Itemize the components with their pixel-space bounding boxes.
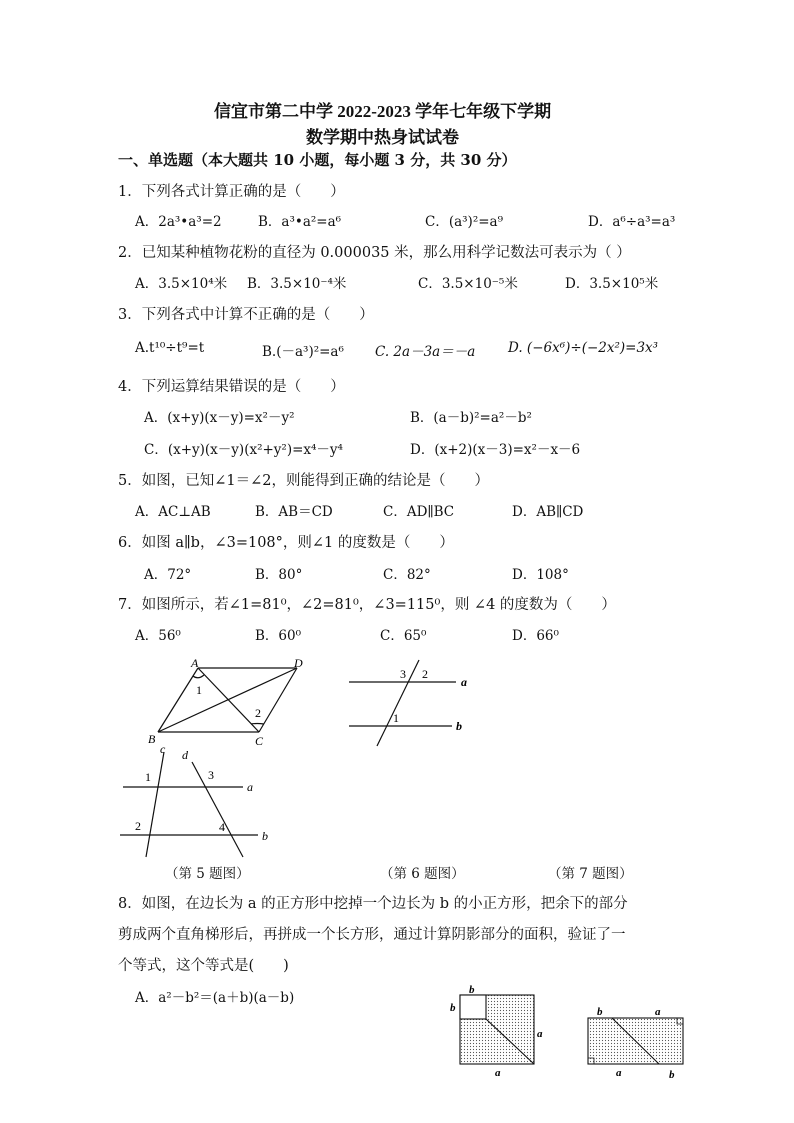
question-5-option-b: B．AB＝CD [255,504,333,520]
fig6-label-angle-1: 1 [393,711,399,725]
fig5-label-d: D [294,656,303,670]
fig5-angle-1-arc [193,675,204,678]
fig7-label-angle-1: 1 [145,770,151,784]
figure-5 [140,655,320,750]
question-6-option-a: A．72° [144,567,192,583]
fig8-label-a-right: a [537,1028,543,1040]
question-1-option-a: A．2a³•a³=2 [135,214,222,230]
fig5-label-a: A [191,656,199,670]
question-2-option-c: C．3.5×10⁻⁵米 [418,276,518,292]
paper-title-line2: 数学期中热身试试卷 [306,128,459,147]
question-2-option-a: A．3.5×10⁴米 [135,276,228,292]
figure-8 [445,985,695,1080]
question-4-option-b: B．(a－b)²=a²－b² [410,410,532,426]
caption-figure-6: （第 6 题图） [380,866,465,882]
question-2-option-d: D．3.5×10⁵米 [565,276,659,292]
fig6-label-line-a: a [461,675,467,689]
fig8-label-a-rect-bottom: a [616,1067,622,1079]
question-3-option-c: C. 2a－3a＝－a [375,344,476,360]
fig7-label-line-b: b [262,829,268,843]
fig8-label-b-top: b [469,985,475,996]
fig7-label-line-d: d [182,748,188,762]
question-6-option-d: D．108° [512,567,569,583]
fig7-label-angle-3: 3 [208,768,214,782]
question-5-option-d: D．AB∥CD [512,504,584,520]
fig5-label-angle-1: 1 [196,683,202,697]
fig7-label-line-c: c [160,745,166,756]
question-3-stem: 3．下列各式中计算不正确的是（ ） [118,307,374,323]
paper-title-line1: 信宜市第二中学 2022-2023 学年七年级下学期 [214,102,552,121]
fig5-label-b: B [148,732,156,746]
question-5-stem: 5．如图，已知∠1＝∠2，则能得到正确的结论是（ ） [118,473,489,489]
question-8-option-a: A．a²－b²＝(a＋b)(a－b) [135,990,295,1006]
question-7-option-b: B．60⁰ [255,628,302,644]
question-3-option-b: B.(－a³)²=a⁶ [262,344,344,360]
fig7-label-angle-4: 4 [219,820,225,834]
fig6-label-angle-3: 3 [400,667,406,681]
fig5-segment-dc [259,668,297,732]
question-8-stem-line2: 剪成两个直角梯形后，再拼成一个长方形，通过计算阴影部分的面积，验证了一 [118,927,626,943]
question-6-stem: 6．如图 a∥b，∠3=108°，则∠1 的度数是（ ） [118,535,454,551]
fig6-transversal [377,660,419,746]
question-6-option-b: B．80° [255,567,303,583]
fig7-line-c [146,752,164,857]
fig8-label-b-rect-bottom: b [669,1069,675,1080]
question-6-option-c: C．82° [383,567,431,583]
question-4-option-c: C．(x+y)(x－y)(x²+y²)=x⁴－y⁴ [144,442,343,458]
fig7-label-line-a: a [247,780,253,794]
question-3-option-d: D. (−6x⁶)÷(−2x²)=3x³ [508,340,659,356]
question-5-option-c: C．AD∥BC [383,504,455,520]
fig5-segment-bd [158,668,297,732]
fig5-label-angle-2: 2 [255,706,261,720]
figure-6 [344,658,474,750]
question-1-option-c: C．(a³)²=a⁹ [425,214,504,230]
caption-figure-7: （第 7 题图） [548,866,633,882]
question-4-stem: 4．下列运算结果错误的是（ ） [118,379,345,395]
fig8-small-square [460,995,486,1019]
question-3-option-a: A.t¹⁰÷t⁹=t [135,340,205,356]
question-1-stem: 1．下列各式计算正确的是（ ） [118,184,345,200]
fig7-label-angle-2: 2 [135,819,141,833]
question-8-stem-line1: 8．如图，在边长为 a 的正方形中挖掉一个边长为 b 的小正方形，把余下的部分 [118,896,628,912]
fig5-angle-2-arc [251,724,264,725]
fig8-label-a-bottom: a [495,1067,501,1079]
question-2-stem: 2．已知某种植物花粉的直径为 0.000035 米，那么用科学记数法可表示为（ ） [118,245,631,261]
question-7-option-c: C．65⁰ [380,628,427,644]
fig7-line-d [192,762,243,857]
question-1-option-d: D．a⁶÷a³=a³ [588,214,676,230]
figure-7 [115,745,285,860]
section-heading: 一、单选题（本大题共 10 小题，每小题 3 分，共 30 分） [118,151,517,169]
question-1-option-b: B．a³•a²=a⁶ [258,214,342,230]
fig8-label-b-rect-top: b [597,1006,603,1018]
question-5-option-a: A．AC⊥AB [135,504,211,520]
question-7-option-a: A．56⁰ [135,628,181,644]
question-7-option-d: D．66⁰ [512,628,559,644]
fig5-label-c: C [255,734,264,748]
fig5-segment-ac [198,668,259,732]
fig6-label-line-b: b [456,719,462,733]
fig8-label-b-left: b [450,1002,456,1014]
fig8-label-a-rect-top: a [655,1006,661,1018]
question-8-stem-line3: 个等式，这个等式是( ) [118,958,289,974]
question-2-option-b: B．3.5×10⁻⁴米 [247,276,347,292]
question-4-option-d: D．(x+2)(x－3)=x²－x－6 [410,442,581,458]
question-4-option-a: A．(x+y)(x－y)=x²－y² [144,410,295,426]
question-7-stem: 7．如图所示，若∠1=81⁰，∠2=81⁰，∠3=115⁰，则 ∠4 的度数为（ ） [118,597,616,613]
fig6-label-angle-2: 2 [422,667,428,681]
caption-figure-5: （第 5 题图） [165,866,250,882]
